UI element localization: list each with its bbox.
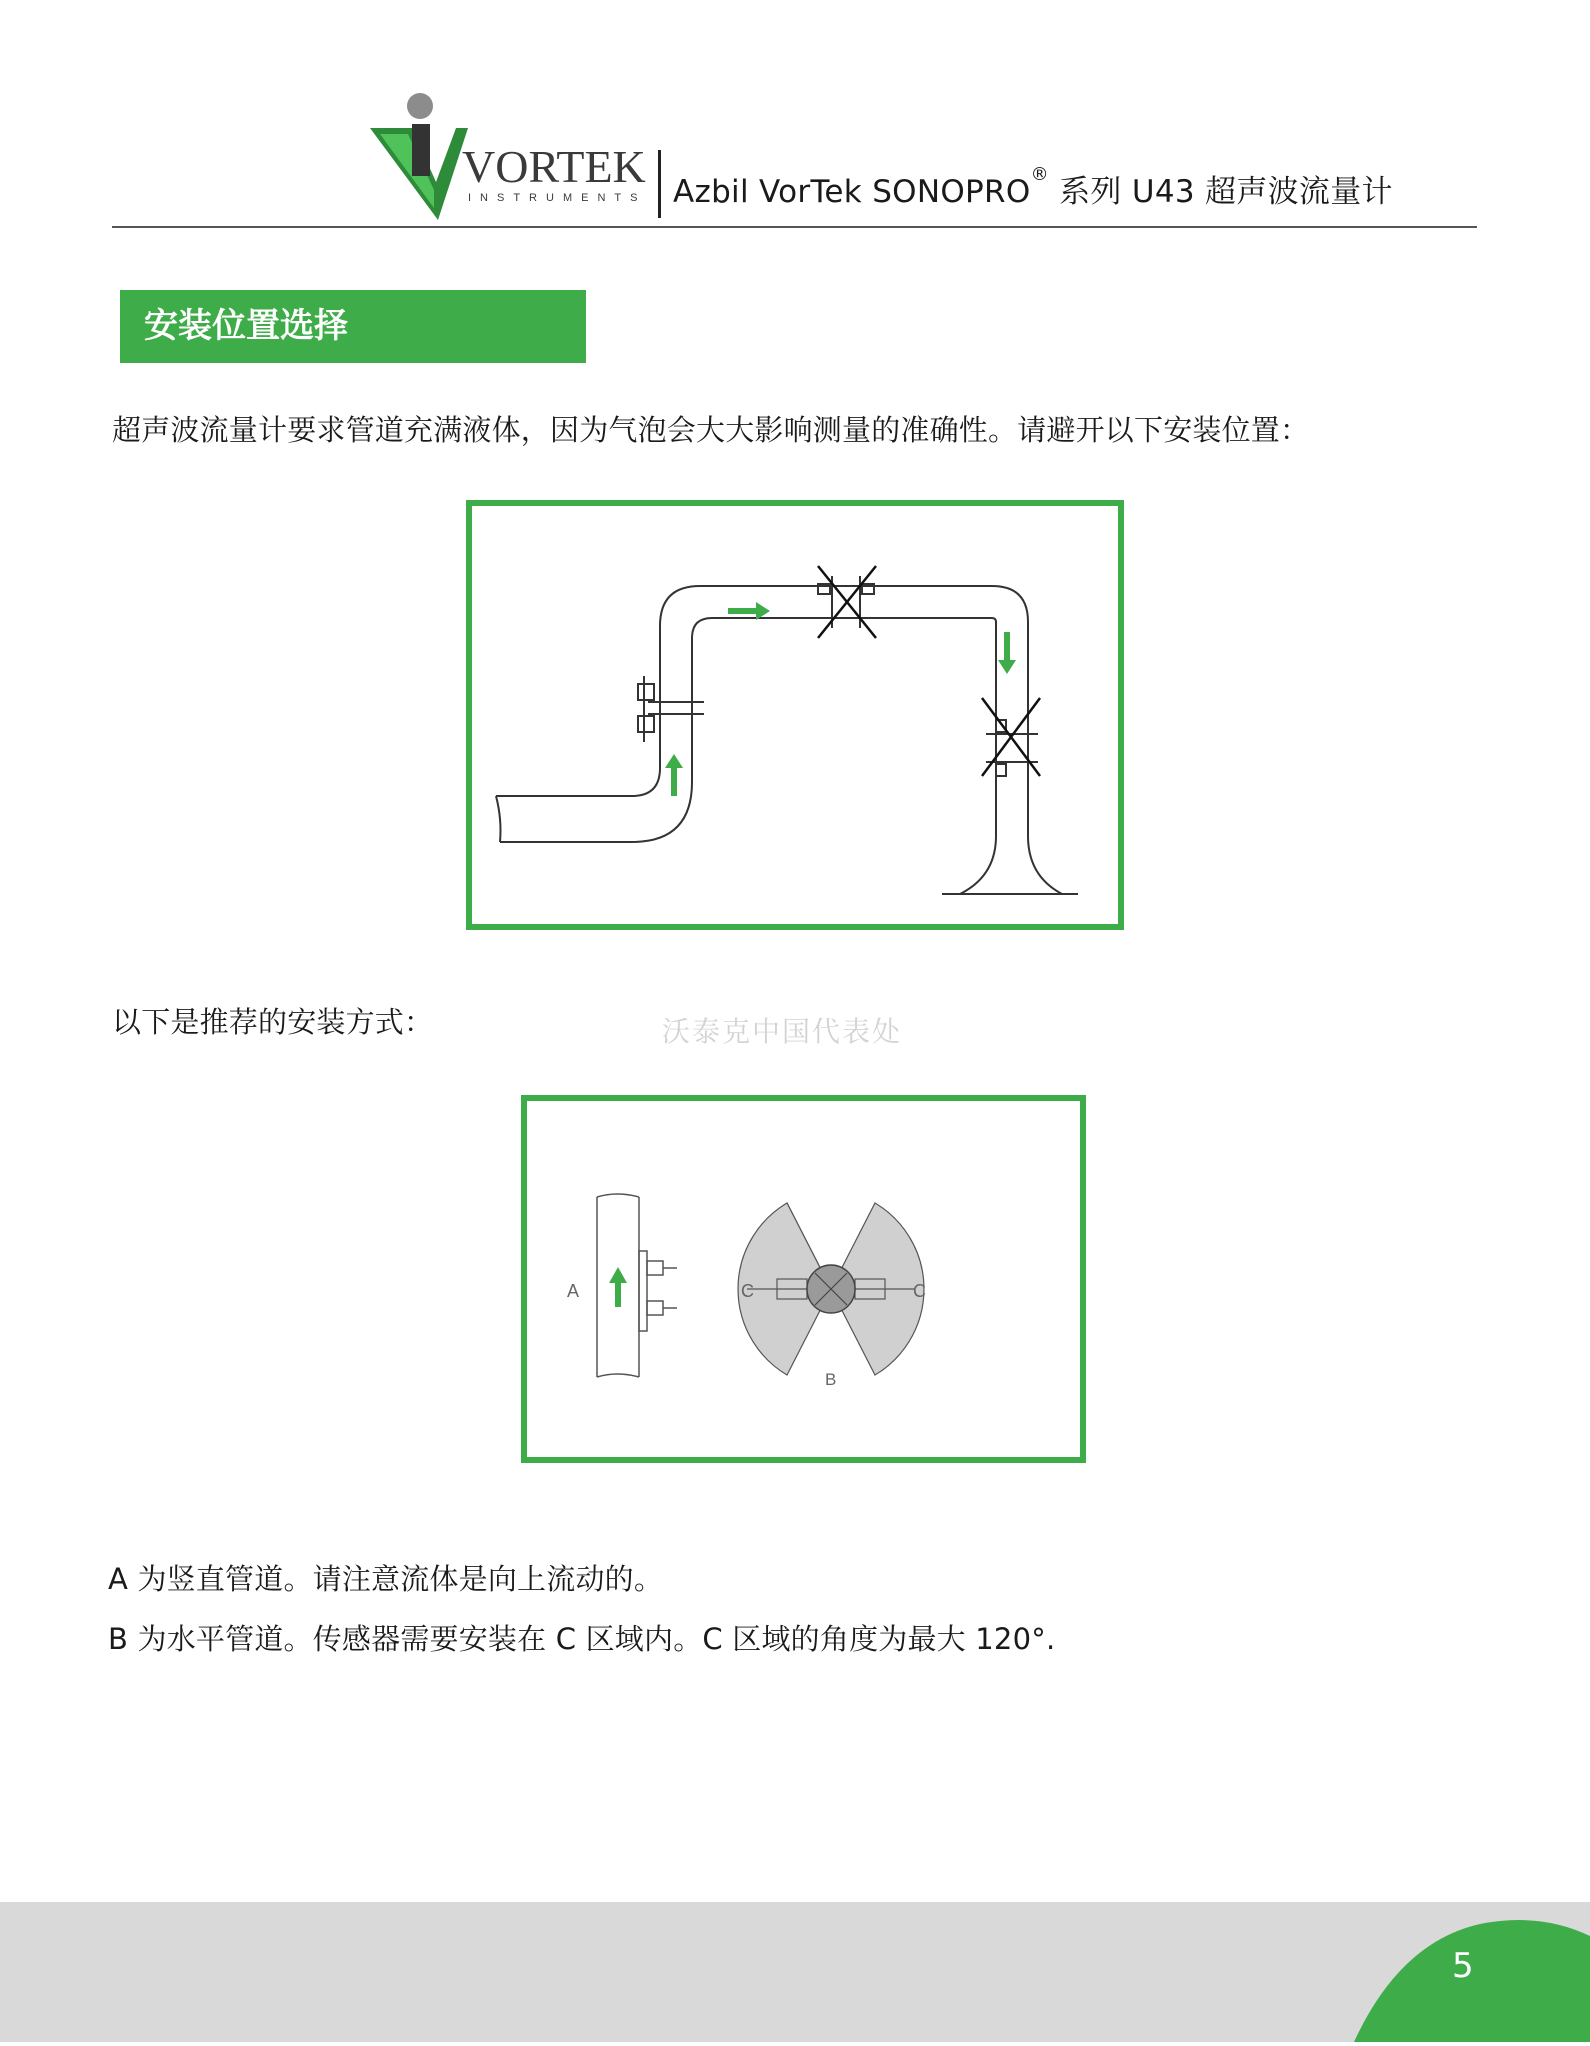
page-number: 5 (1452, 1946, 1474, 1986)
intro-paragraph: 超声波流量计要求管道充满液体，因为气泡会大大影响测量的准确性。请避开以下安装位置： (112, 413, 1310, 447)
header-rule (112, 226, 1477, 228)
vortek-logo (368, 90, 658, 230)
label-c-right: C (913, 1281, 926, 1301)
header-title-suffix: 系列 U43 超声波流量计 (1048, 174, 1393, 210)
section-heading: 安装位置选择 (120, 290, 586, 363)
figure-recommended-installation (521, 1095, 1086, 1463)
header-separator (658, 150, 661, 218)
registered-mark: ® (1030, 164, 1049, 185)
note-a: A 为竖直管道。请注意流体是向上流动的。 (108, 1562, 664, 1596)
header-title (673, 166, 1393, 211)
label-b: B (825, 1370, 837, 1389)
svg-text:VORTEK: VORTEK (462, 141, 646, 192)
header-title-prefix: Azbil VorTek SONOPRO (673, 174, 1031, 210)
recommend-paragraph: 以下是推荐的安装方式： (112, 1005, 434, 1039)
figure-avoid-positions (466, 500, 1124, 930)
note-b: B 为水平管道。传感器需要安装在 C 区域内。C 区域的角度为最大 120°. (108, 1622, 1056, 1656)
watermark: 沃泰克中国代表处 (662, 1015, 903, 1048)
pipe-diagram-avoid (472, 506, 1118, 924)
label-a: A (567, 1281, 580, 1301)
installation-diagram (527, 1101, 1080, 1457)
label-c-left: C (741, 1281, 754, 1301)
svg-text:INSTRUMENTS: INSTRUMENTS (468, 192, 647, 204)
